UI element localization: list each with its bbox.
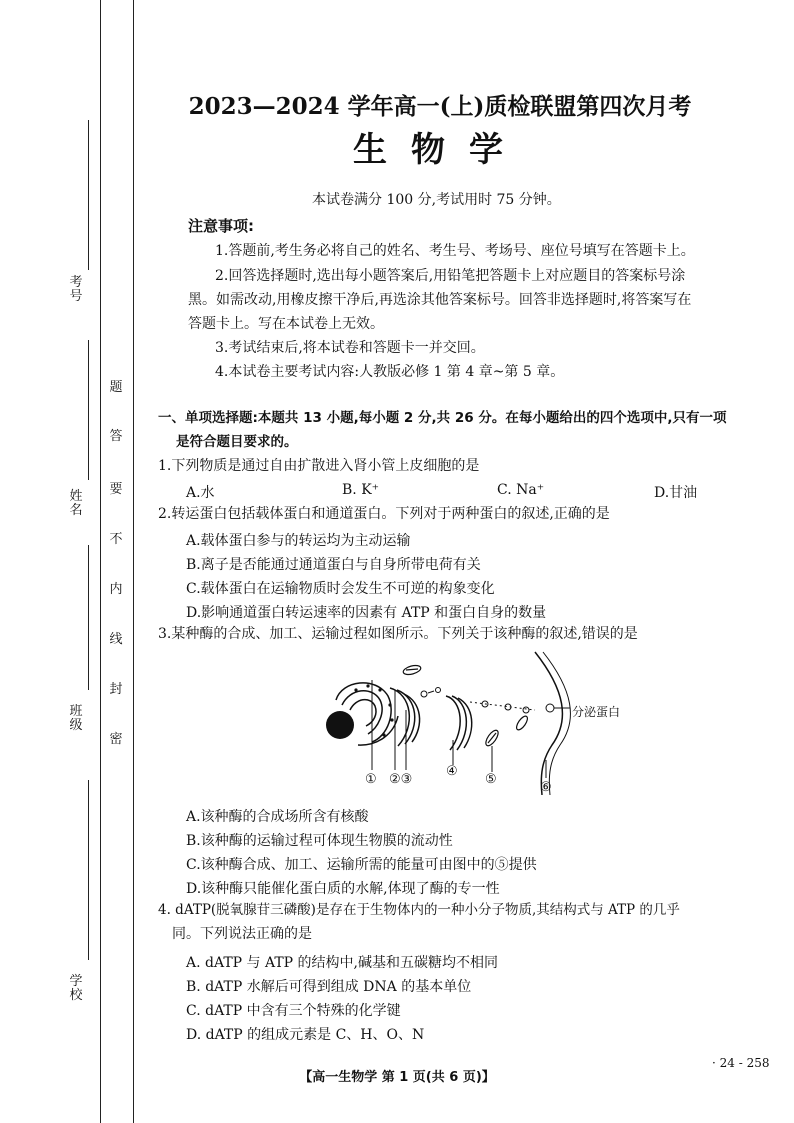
class-underline [88, 545, 89, 690]
q3-option-a: A.该种酶的合成场所含有核酸 [186, 809, 369, 825]
seal-char-7: 封 [109, 682, 123, 697]
notice-heading: 注意事项: [188, 217, 254, 235]
q2-option-d: D.影响通道蛋白转运速率的因素有 ATP 和蛋白自身的数量 [186, 605, 547, 621]
notice-line-1: 1.答题前,考生务必将自己的姓名、考生号、考场号、座位号填写在答题卡上。 [215, 243, 695, 259]
q4-stem-line-2: 同。下列说法正确的是 [172, 926, 312, 942]
notice-line-2: 2.回答选择题时,选出每小题答案后,用铅笔把答题卡上对应题目的答案标号涂 [215, 268, 686, 284]
section-heading-line-2: 是符合题目要求的。 [176, 434, 298, 450]
q4-option-c: C. dATP 中含有三个特殊的化学键 [186, 1003, 401, 1019]
q1-option-c: C. Na⁺ [497, 482, 545, 498]
vesicle-path [421, 688, 441, 698]
q4-option-d: D. dATP 的组成元素是 C、H、O、N [186, 1027, 425, 1043]
seal-char-5: 内 [109, 582, 123, 597]
q4-option-a: A. dATP 与 ATP 的结构中,碱基和五碳糖均不相同 [186, 955, 498, 971]
seal-char-1: 题 [109, 380, 123, 395]
exam-number-label: 考号 [69, 275, 83, 304]
notice-line-6: 4.本试卷主要考试内容:人教版必修 1 第 4 章~第 5 章。 [215, 364, 565, 380]
er-stack [390, 688, 420, 746]
exam-info: 本试卷满分 100 分,考试用时 75 分钟。 [312, 192, 561, 208]
secretion-route [470, 701, 570, 713]
name-underline [88, 340, 89, 480]
q2-option-c: C.载体蛋白在运输物质时会发生不可逆的构象变化 [186, 581, 495, 597]
name-label: 姓名 [69, 489, 83, 518]
notice-line-3: 黑。如需改动,用橡皮擦干净后,再选涂其他答案标号。回答非选择题时,将答案写在 [188, 292, 692, 308]
notice-line-5: 3.考试结束后,将本试卷和答题卡一并交回。 [215, 340, 485, 356]
exam-title: 2023—2024 学年高一(上)质检联盟第四次月考 [188, 93, 692, 120]
seal-char-2: 答 [109, 429, 123, 444]
q3-label-4: ④ [446, 764, 458, 779]
cell-membrane [535, 652, 562, 795]
q1-option-b: B. K⁺ [342, 482, 380, 498]
seal-char-8: 密 [109, 732, 123, 747]
q3-label-1: ① [365, 772, 377, 787]
exam-number-underline [88, 120, 89, 270]
q1-option-a: A.水 [186, 485, 215, 501]
binding-line-outer [100, 0, 101, 1123]
notice-line-4: 答题卡上。写在本试卷上无效。 [188, 316, 384, 332]
paper-code: · 24 - 258 [712, 1056, 770, 1070]
golgi-body [446, 696, 472, 750]
school-label: 学校 [69, 974, 83, 1003]
subject-title: 生物学 [353, 130, 527, 170]
seal-char-6: 线 [109, 632, 123, 647]
seal-char-4: 不 [109, 532, 123, 547]
school-underline [88, 780, 89, 960]
q4-stem-line-1: 4. dATP(脱氧腺苷三磷酸)是存在于生物体内的一种小分子物质,其结构式与 ATP 的几乎 [158, 902, 680, 918]
q2-option-b: B.离子是否能通过通道蛋白与自身所带电荷有关 [186, 557, 481, 573]
seal-char-3: 要 [109, 482, 123, 497]
q3-caption: 分泌蛋白 [572, 705, 621, 719]
q4-option-b: B. dATP 水解后可得到组成 DNA 的基本单位 [186, 979, 472, 995]
page-footer: 【高一生物学 第 1 页(共 6 页)】 [299, 1070, 495, 1085]
q3-option-c: C.该种酶合成、加工、运输所需的能量可由图中的⑤提供 [186, 857, 537, 873]
q3-option-b: B.该种酶的运输过程可体现生物膜的流动性 [186, 833, 453, 849]
q3-label-5: ⑤ [485, 772, 497, 787]
q3-label-6: ⑥ [540, 780, 552, 795]
q2-option-a: A.载体蛋白参与的转运均为主动运输 [186, 533, 411, 549]
section-heading-line-1: 一、单项选择题:本题共 13 小题,每小题 2 分,共 26 分。在每小题给出的四个选项中,只有一项 [158, 410, 727, 426]
q3-label-23: ②③ [389, 772, 413, 787]
q3-option-d: D.该种酶只能催化蛋白质的水解,体现了酶的专一性 [186, 881, 500, 897]
q2-stem: 2.转运蛋白包括载体蛋白和通道蛋白。下列对于两种蛋白的叙述,正确的是 [158, 506, 610, 522]
q1-stem: 1.下列物质是通过自由扩散进入肾小管上皮细胞的是 [158, 458, 480, 474]
nucleus [326, 711, 354, 739]
class-label: 班级 [69, 704, 83, 733]
q3-stem: 3.某种酶的合成、加工、运输过程如图所示。下列关于该种酶的叙述,错误的是 [158, 626, 638, 642]
q1-option-d: D.甘油 [654, 485, 698, 501]
binding-line-inner [133, 0, 134, 1123]
